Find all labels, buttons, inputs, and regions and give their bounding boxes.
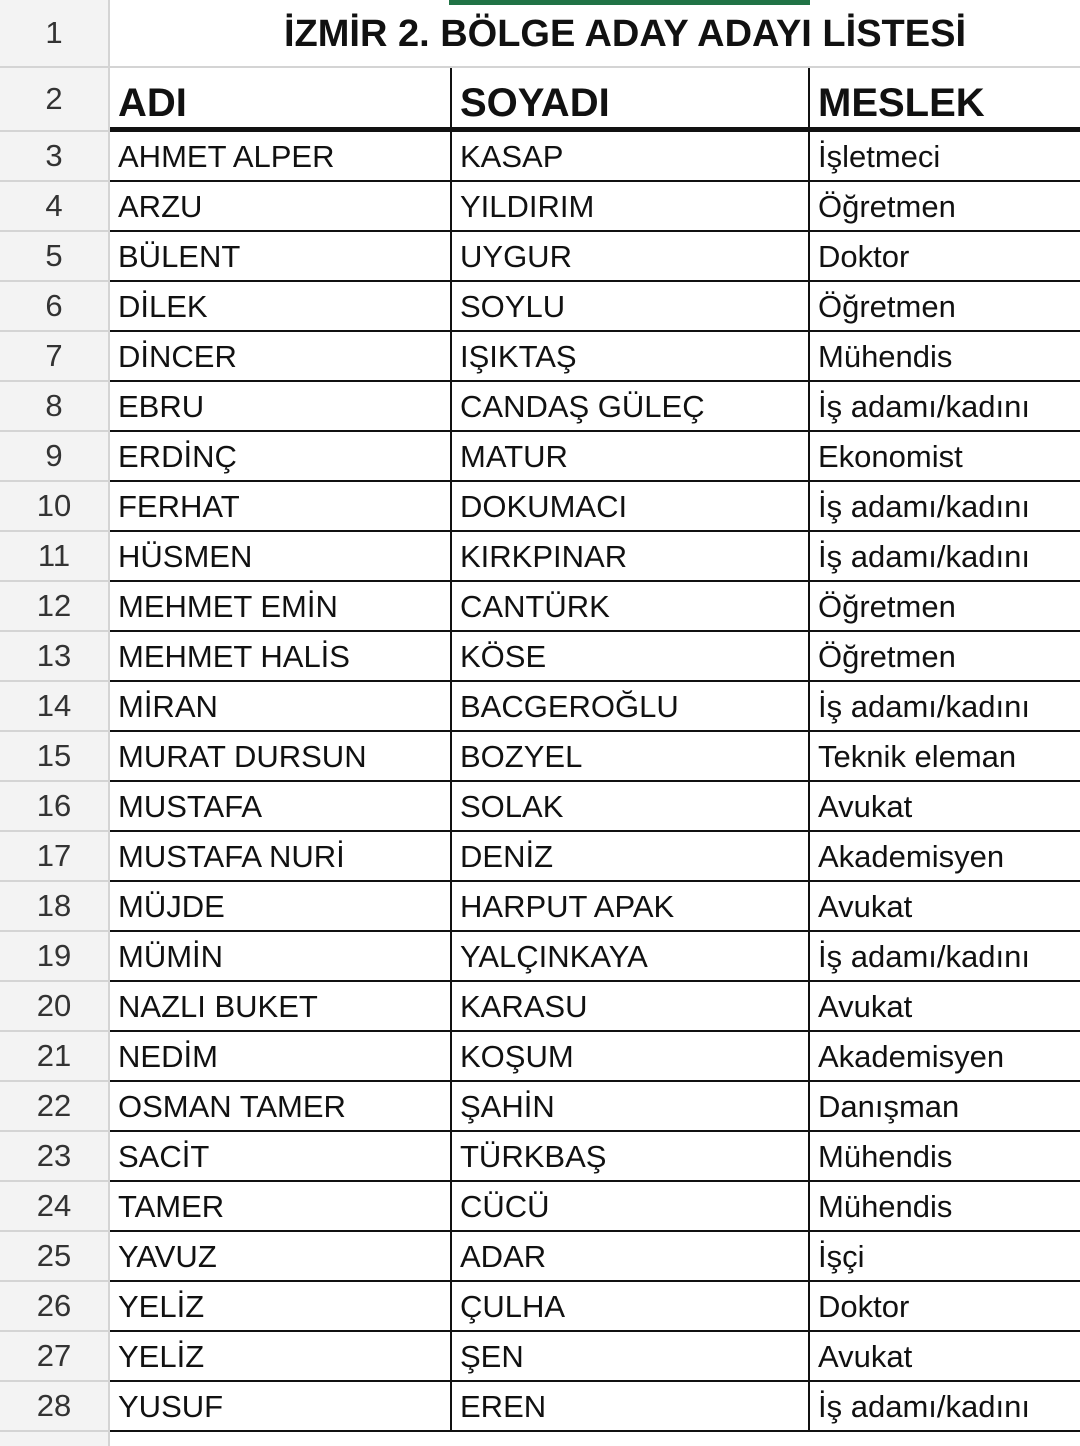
cell-profession[interactable]: Ekonomist <box>808 432 1080 482</box>
cell-first-name[interactable]: MEHMET EMİN <box>118 589 338 624</box>
cell-profession[interactable]: Mühendis <box>808 1132 1080 1182</box>
cell-last-name[interactable]: CANDAŞ GÜLEÇ <box>450 382 808 432</box>
row-number[interactable]: 20 <box>0 982 108 1032</box>
table-row <box>0 882 1080 932</box>
table-row <box>0 932 1080 982</box>
cell-first-name[interactable]: YELİZ <box>118 1289 205 1324</box>
cell-first-name[interactable]: OSMAN TAMER <box>118 1089 346 1124</box>
cell-profession[interactable]: Teknik eleman <box>808 732 1080 782</box>
row-number[interactable]: 26 <box>0 1282 108 1332</box>
table-row <box>0 182 1080 232</box>
cell-first-name[interactable]: TAMER <box>118 1189 225 1224</box>
row-number[interactable]: 6 <box>0 282 108 332</box>
cell-profession[interactable]: Akademisyen <box>808 1032 1080 1082</box>
row-number[interactable]: 23 <box>0 1132 108 1182</box>
table-row <box>0 1332 1080 1382</box>
cell-first-name[interactable]: SACİT <box>118 1139 210 1174</box>
cell-last-name[interactable]: CANTÜRK <box>450 582 808 632</box>
cell-first-name[interactable]: AHMET ALPER <box>118 139 335 174</box>
grid-line <box>108 1434 110 1446</box>
cell-last-name[interactable]: UYGUR <box>450 232 808 282</box>
table-row <box>0 432 1080 482</box>
cell-profession[interactable]: Akademisyen <box>808 832 1080 882</box>
cell-first-name[interactable]: MÜJDE <box>118 889 225 924</box>
cell-profession[interactable]: İş adamı/kadını <box>808 682 1080 732</box>
row-number[interactable]: 10 <box>0 482 108 532</box>
table-row <box>0 282 1080 332</box>
cell-profession[interactable]: İş adamı/kadını <box>808 482 1080 532</box>
row-number[interactable]: 11 <box>0 532 108 582</box>
cell-last-name[interactable]: CÜCÜ <box>450 1182 808 1232</box>
table-row <box>0 1132 1080 1182</box>
row-number[interactable]: 21 <box>0 1032 108 1082</box>
cell-last-name[interactable]: EREN <box>450 1382 808 1432</box>
row-number[interactable]: 12 <box>0 582 108 632</box>
cell-profession[interactable]: Avukat <box>808 882 1080 932</box>
table-row <box>0 482 1080 532</box>
cell-last-name[interactable]: KASAP <box>450 132 808 182</box>
cell-profession[interactable]: Doktor <box>808 1282 1080 1332</box>
cell-first-name[interactable]: MİRAN <box>118 689 218 724</box>
cell-first-name[interactable]: YELİZ <box>118 1339 205 1374</box>
cell-profession[interactable]: İşçi <box>808 1232 1080 1282</box>
cell-last-name[interactable]: IŞIKTAŞ <box>450 332 808 382</box>
cell-first-name[interactable]: MÜMİN <box>118 939 224 974</box>
row-number[interactable]: 9 <box>0 432 108 482</box>
cell-profession[interactable]: Öğretmen <box>808 182 1080 232</box>
cell-last-name[interactable]: TÜRKBAŞ <box>450 1132 808 1182</box>
cell-last-name[interactable]: SOYLU <box>450 282 808 332</box>
cell-first-name[interactable]: MUSTAFA <box>118 789 263 824</box>
table-row <box>0 532 1080 582</box>
cell-last-name[interactable]: YALÇINKAYA <box>450 932 808 982</box>
cell-first-name[interactable]: ARZU <box>118 189 203 224</box>
cell-last-name[interactable]: DENİZ <box>450 832 808 882</box>
row-number[interactable]: 7 <box>0 332 108 382</box>
cell-profession[interactable]: Öğretmen <box>808 582 1080 632</box>
cell-first-name[interactable]: BÜLENT <box>118 239 241 274</box>
table-row <box>0 132 1080 182</box>
cell-profession[interactable]: Avukat <box>808 982 1080 1032</box>
table-row <box>0 332 1080 382</box>
row-number[interactable]: 3 <box>0 132 108 182</box>
sheet-row-title <box>0 0 1080 68</box>
table-row <box>0 1032 1080 1082</box>
cell-profession[interactable]: Öğretmen <box>808 632 1080 682</box>
cell-last-name[interactable]: KIRKPINAR <box>450 532 808 582</box>
cell-first-name[interactable]: DİNCER <box>118 339 237 374</box>
row-number[interactable]: 18 <box>0 882 108 932</box>
table-row <box>0 732 1080 782</box>
row-number[interactable]: 5 <box>0 232 108 282</box>
row-number[interactable]: 28 <box>0 1382 108 1432</box>
row-number[interactable]: 14 <box>0 682 108 732</box>
table-row <box>0 1382 1080 1432</box>
table-row <box>0 682 1080 732</box>
table-row <box>0 832 1080 882</box>
table-row <box>0 632 1080 682</box>
row-number[interactable]: 4 <box>0 182 108 232</box>
cell-first-name[interactable]: YUSUF <box>118 1389 224 1424</box>
cell-profession[interactable]: Avukat <box>808 782 1080 832</box>
cell-last-name[interactable]: KOŞUM <box>450 1032 808 1082</box>
cell-profession[interactable]: Doktor <box>808 232 1080 282</box>
table-row <box>0 232 1080 282</box>
row-number[interactable]: 24 <box>0 1182 108 1232</box>
row-number[interactable]: 13 <box>0 632 108 682</box>
header-profession[interactable]: MESLEK <box>808 68 1080 132</box>
row-number[interactable]: 27 <box>0 1332 108 1382</box>
row-number[interactable]: 25 <box>0 1232 108 1282</box>
cell-first-name[interactable]: NEDİM <box>118 1039 218 1074</box>
cell-first-name[interactable]: DİLEK <box>118 289 208 324</box>
cell-last-name[interactable]: BOZYEL <box>450 732 808 782</box>
row-number[interactable]: 8 <box>0 382 108 432</box>
cell-first-name[interactable]: FERHAT <box>118 489 240 524</box>
table-row <box>0 1182 1080 1232</box>
row-number[interactable]: 15 <box>0 732 108 782</box>
row-number[interactable]: 22 <box>0 1082 108 1132</box>
cell-profession[interactable]: İş adamı/kadını <box>808 1382 1080 1432</box>
cell-last-name[interactable]: ADAR <box>450 1232 808 1282</box>
table-row <box>0 1232 1080 1282</box>
cell-last-name[interactable]: BACGEROĞLU <box>450 682 808 732</box>
cell-first-name[interactable]: MURAT DURSUN <box>118 739 367 774</box>
table-row <box>0 582 1080 632</box>
row-number[interactable]: 17 <box>0 832 108 882</box>
row-number[interactable]: 2 <box>0 68 108 132</box>
row-divider <box>110 1430 1080 1432</box>
row-number[interactable]: 16 <box>0 782 108 832</box>
cell-first-name[interactable]: MEHMET HALİS <box>118 639 350 674</box>
cell-last-name[interactable]: YILDIRIM <box>450 182 808 232</box>
cell-last-name[interactable]: ÇULHA <box>450 1282 808 1332</box>
header-first-name[interactable]: ADI <box>118 80 187 125</box>
cell-last-name[interactable]: ŞEN <box>450 1332 808 1382</box>
header-last-name[interactable]: SOYADI <box>450 68 808 132</box>
cell-profession[interactable]: İş adamı/kadını <box>808 532 1080 582</box>
cell-last-name[interactable]: HARPUT APAK <box>450 882 808 932</box>
cell-profession[interactable]: Danışman <box>808 1082 1080 1132</box>
sheet-row-headers <box>0 68 1080 132</box>
table-row <box>0 1282 1080 1332</box>
table-row <box>0 982 1080 1032</box>
cell-profession[interactable]: Öğretmen <box>808 282 1080 332</box>
cell-last-name[interactable]: KÖSE <box>450 632 808 682</box>
cell-profession[interactable]: İş adamı/kadını <box>808 382 1080 432</box>
table-row <box>0 782 1080 832</box>
table-row <box>0 1082 1080 1132</box>
row-number[interactable]: 1 <box>0 0 108 68</box>
cell-first-name[interactable]: EBRU <box>118 389 205 424</box>
cell-last-name[interactable]: ŞAHİN <box>450 1082 808 1132</box>
cell-profession[interactable]: Mühendis <box>808 332 1080 382</box>
cell-last-name[interactable]: SOLAK <box>450 782 808 832</box>
cell-first-name[interactable]: ERDİNÇ <box>118 439 237 474</box>
cell-profession[interactable]: İş adamı/kadını <box>808 932 1080 982</box>
cell-first-name[interactable]: NAZLI BUKET <box>118 989 318 1024</box>
cell-profession[interactable]: İşletmeci <box>808 132 1080 182</box>
row-number[interactable]: 19 <box>0 932 108 982</box>
table-row <box>0 382 1080 432</box>
cell-profession[interactable]: Avukat <box>808 1332 1080 1382</box>
cell-last-name[interactable]: MATUR <box>450 432 808 482</box>
cell-first-name[interactable]: YAVUZ <box>118 1239 217 1274</box>
cell-last-name[interactable]: KARASU <box>450 982 808 1032</box>
cell-first-name[interactable]: MUSTAFA NURİ <box>118 839 345 874</box>
sheet-title-cell[interactable]: İZMİR 2. BÖLGE ADAY ADAYI LİSTESİ <box>283 12 966 55</box>
cell-first-name[interactable]: HÜSMEN <box>118 539 253 574</box>
cell-profession[interactable]: Mühendis <box>808 1182 1080 1232</box>
cell-last-name[interactable]: DOKUMACI <box>450 482 808 532</box>
